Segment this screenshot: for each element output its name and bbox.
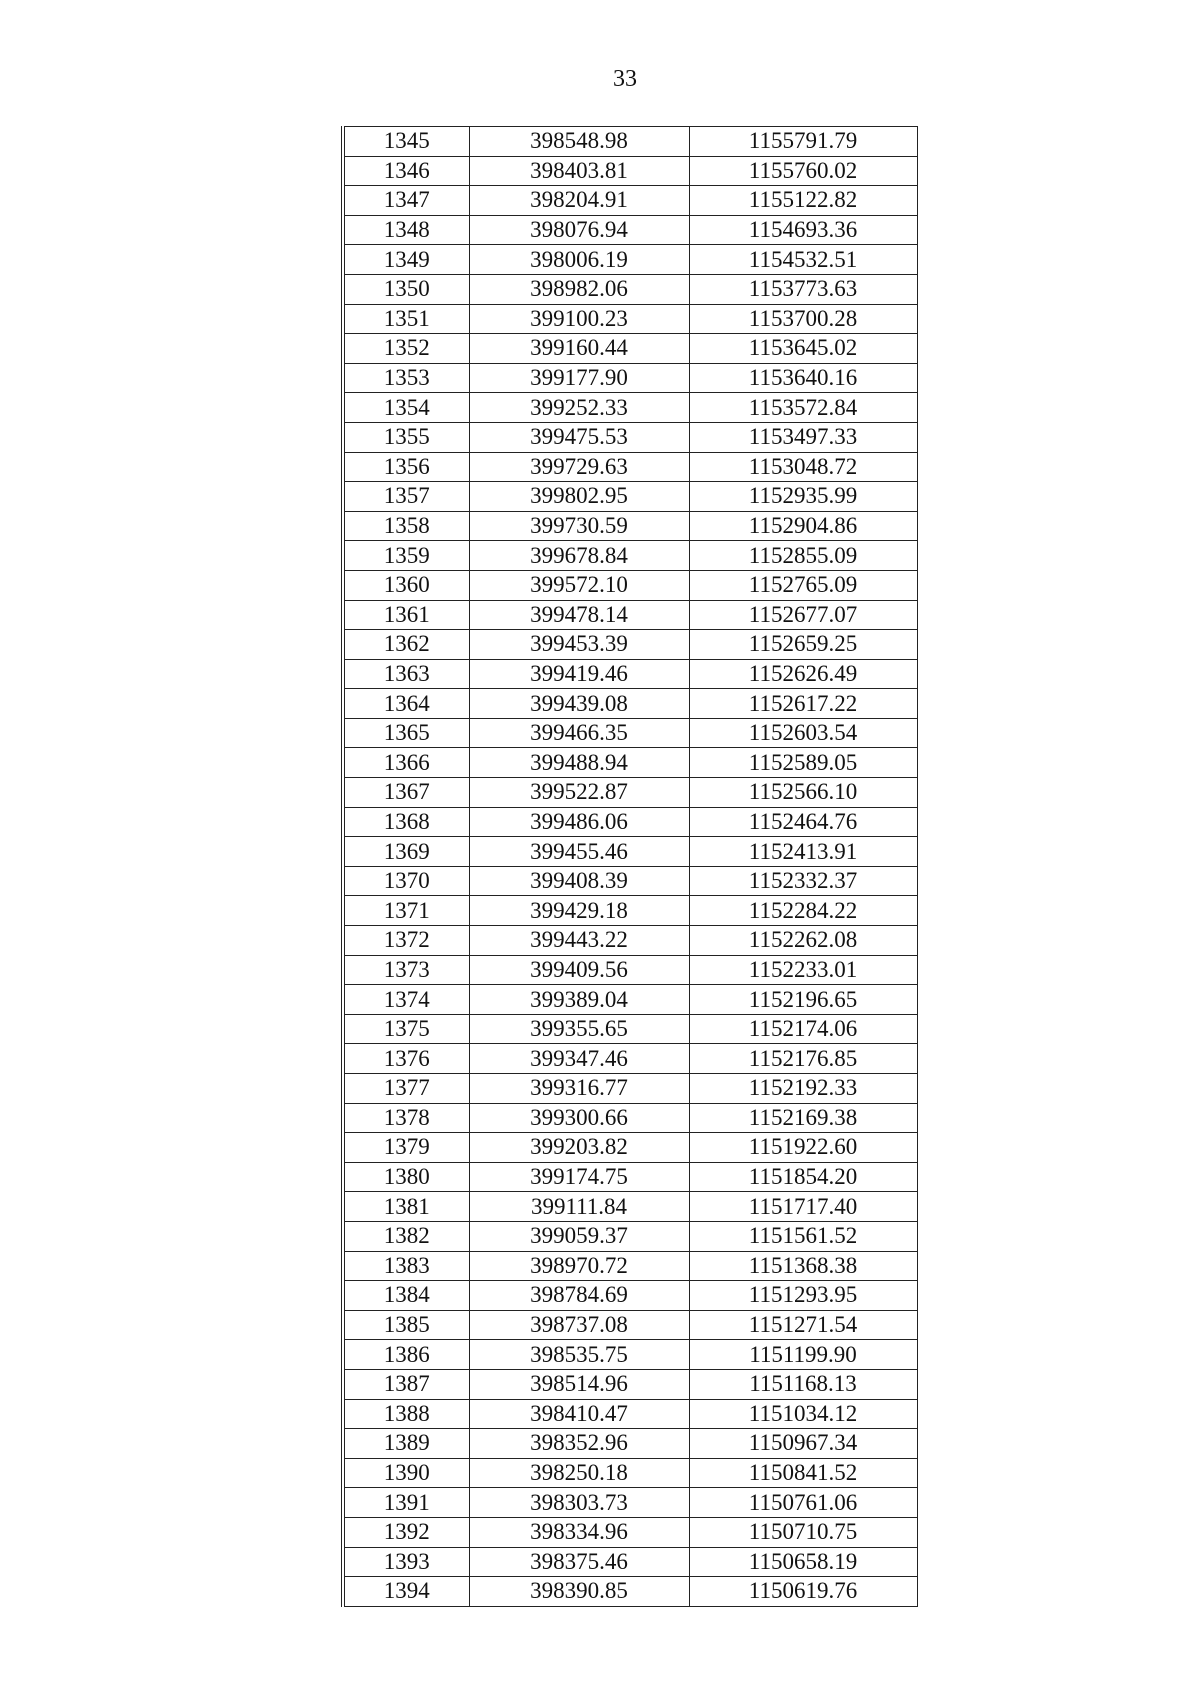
y-coordinate-cell: 1152659.25 — [689, 630, 917, 660]
point-number-cell: 1384 — [343, 1281, 469, 1311]
point-number-cell: 1376 — [343, 1044, 469, 1074]
point-number-cell: 1388 — [343, 1399, 469, 1429]
table-row — [343, 1221, 917, 1251]
x-coordinate-cell: 399729.63 — [469, 452, 689, 482]
x-coordinate-cell: 399572.10 — [469, 570, 689, 600]
y-coordinate-cell: 1155122.82 — [689, 186, 917, 216]
table-row — [343, 807, 917, 837]
x-coordinate-cell: 398514.96 — [469, 1369, 689, 1399]
table-row — [343, 452, 917, 482]
table-row — [343, 896, 917, 926]
x-coordinate-cell: 399355.65 — [469, 1014, 689, 1044]
page-number: 33 — [613, 66, 637, 92]
table-row — [343, 1488, 917, 1518]
x-coordinate-cell: 398303.73 — [469, 1488, 689, 1518]
y-coordinate-cell: 1150658.19 — [689, 1547, 917, 1577]
y-coordinate-cell: 1152677.07 — [689, 600, 917, 630]
table-row — [343, 482, 917, 512]
table-row — [343, 689, 917, 719]
y-coordinate-cell: 1150761.06 — [689, 1488, 917, 1518]
point-number-cell: 1380 — [343, 1162, 469, 1192]
y-coordinate-cell: 1153700.28 — [689, 304, 917, 334]
x-coordinate-cell: 399316.77 — [469, 1074, 689, 1104]
point-number-cell: 1368 — [343, 807, 469, 837]
x-coordinate-cell: 398390.85 — [469, 1577, 689, 1607]
point-number-cell: 1345 — [343, 127, 469, 157]
x-coordinate-cell: 398403.81 — [469, 156, 689, 186]
point-number-cell: 1370 — [343, 866, 469, 896]
table-row — [343, 1133, 917, 1163]
x-coordinate-cell: 399252.33 — [469, 393, 689, 423]
table-row — [343, 541, 917, 571]
point-number-cell: 1378 — [343, 1103, 469, 1133]
y-coordinate-cell: 1152413.91 — [689, 837, 917, 867]
point-number-cell: 1349 — [343, 245, 469, 275]
point-number-cell: 1351 — [343, 304, 469, 334]
table-row — [343, 630, 917, 660]
table-row — [343, 1547, 917, 1577]
table-row — [343, 718, 917, 748]
table-row — [343, 156, 917, 186]
x-coordinate-cell: 399488.94 — [469, 748, 689, 778]
table-row — [343, 422, 917, 452]
table-row — [343, 1429, 917, 1459]
y-coordinate-cell: 1152626.49 — [689, 659, 917, 689]
x-coordinate-cell: 399059.37 — [469, 1221, 689, 1251]
x-coordinate-cell: 399455.46 — [469, 837, 689, 867]
table-row — [343, 1458, 917, 1488]
x-coordinate-cell: 398548.98 — [469, 127, 689, 157]
table-row — [343, 127, 917, 157]
x-coordinate-cell: 399439.08 — [469, 689, 689, 719]
y-coordinate-cell: 1151561.52 — [689, 1221, 917, 1251]
x-coordinate-cell: 398006.19 — [469, 245, 689, 275]
x-coordinate-cell: 399486.06 — [469, 807, 689, 837]
coordinates-table — [341, 126, 918, 1607]
y-coordinate-cell: 1154532.51 — [689, 245, 917, 275]
x-coordinate-cell: 399100.23 — [469, 304, 689, 334]
table-row — [343, 1103, 917, 1133]
x-coordinate-cell: 399429.18 — [469, 896, 689, 926]
x-coordinate-cell: 399177.90 — [469, 363, 689, 393]
x-coordinate-cell: 399522.87 — [469, 778, 689, 808]
point-number-cell: 1387 — [343, 1369, 469, 1399]
y-coordinate-cell: 1152284.22 — [689, 896, 917, 926]
point-number-cell: 1386 — [343, 1340, 469, 1370]
y-coordinate-cell: 1155760.02 — [689, 156, 917, 186]
x-coordinate-cell: 399475.53 — [469, 422, 689, 452]
point-number-cell: 1348 — [343, 215, 469, 245]
y-coordinate-cell: 1151854.20 — [689, 1162, 917, 1192]
point-number-cell: 1374 — [343, 985, 469, 1015]
x-coordinate-cell: 399419.46 — [469, 659, 689, 689]
point-number-cell: 1381 — [343, 1192, 469, 1222]
x-coordinate-cell: 399203.82 — [469, 1133, 689, 1163]
point-number-cell: 1372 — [343, 926, 469, 956]
y-coordinate-cell: 1152904.86 — [689, 511, 917, 541]
point-number-cell: 1377 — [343, 1074, 469, 1104]
y-coordinate-cell: 1151293.95 — [689, 1281, 917, 1311]
point-number-cell: 1350 — [343, 274, 469, 304]
x-coordinate-cell: 398375.46 — [469, 1547, 689, 1577]
x-coordinate-cell: 398334.96 — [469, 1517, 689, 1547]
point-number-cell: 1353 — [343, 363, 469, 393]
table-row — [343, 393, 917, 423]
x-coordinate-cell: 398970.72 — [469, 1251, 689, 1281]
x-coordinate-cell: 398784.69 — [469, 1281, 689, 1311]
point-number-cell: 1352 — [343, 334, 469, 364]
x-coordinate-cell: 399160.44 — [469, 334, 689, 364]
point-number-cell: 1369 — [343, 837, 469, 867]
y-coordinate-cell: 1152262.08 — [689, 926, 917, 956]
y-coordinate-cell: 1151199.90 — [689, 1340, 917, 1370]
x-coordinate-cell: 398737.08 — [469, 1310, 689, 1340]
point-number-cell: 1355 — [343, 422, 469, 452]
x-coordinate-cell: 399443.22 — [469, 926, 689, 956]
table-row — [343, 363, 917, 393]
y-coordinate-cell: 1154693.36 — [689, 215, 917, 245]
table-row — [343, 1310, 917, 1340]
table-row — [343, 304, 917, 334]
table-row — [343, 748, 917, 778]
y-coordinate-cell: 1153773.63 — [689, 274, 917, 304]
y-coordinate-cell: 1152192.33 — [689, 1074, 917, 1104]
y-coordinate-cell: 1152169.38 — [689, 1103, 917, 1133]
point-number-cell: 1356 — [343, 452, 469, 482]
y-coordinate-cell: 1153572.84 — [689, 393, 917, 423]
x-coordinate-cell: 399730.59 — [469, 511, 689, 541]
point-number-cell: 1391 — [343, 1488, 469, 1518]
y-coordinate-cell: 1152332.37 — [689, 866, 917, 896]
y-coordinate-cell: 1151922.60 — [689, 1133, 917, 1163]
point-number-cell: 1389 — [343, 1429, 469, 1459]
point-number-cell: 1390 — [343, 1458, 469, 1488]
table-body — [343, 127, 917, 1607]
x-coordinate-cell: 399111.84 — [469, 1192, 689, 1222]
point-number-cell: 1383 — [343, 1251, 469, 1281]
y-coordinate-cell: 1152855.09 — [689, 541, 917, 571]
point-number-cell: 1360 — [343, 570, 469, 600]
y-coordinate-cell: 1153048.72 — [689, 452, 917, 482]
x-coordinate-cell: 399802.95 — [469, 482, 689, 512]
table-row — [343, 1340, 917, 1370]
y-coordinate-cell: 1151034.12 — [689, 1399, 917, 1429]
table-row — [343, 837, 917, 867]
point-number-cell: 1371 — [343, 896, 469, 926]
y-coordinate-cell: 1152174.06 — [689, 1014, 917, 1044]
x-coordinate-cell: 399389.04 — [469, 985, 689, 1015]
table-row — [343, 334, 917, 364]
point-number-cell: 1373 — [343, 955, 469, 985]
table-row — [343, 955, 917, 985]
x-coordinate-cell: 399453.39 — [469, 630, 689, 660]
y-coordinate-cell: 1152603.54 — [689, 718, 917, 748]
point-number-cell: 1362 — [343, 630, 469, 660]
table-row — [343, 659, 917, 689]
point-number-cell: 1394 — [343, 1577, 469, 1607]
x-coordinate-cell: 398410.47 — [469, 1399, 689, 1429]
table-row — [343, 1074, 917, 1104]
y-coordinate-cell: 1152617.22 — [689, 689, 917, 719]
table-row — [343, 866, 917, 896]
y-coordinate-cell: 1152566.10 — [689, 778, 917, 808]
point-number-cell: 1382 — [343, 1221, 469, 1251]
point-number-cell: 1357 — [343, 482, 469, 512]
y-coordinate-cell: 1150841.52 — [689, 1458, 917, 1488]
x-coordinate-cell: 399408.39 — [469, 866, 689, 896]
point-number-cell: 1346 — [343, 156, 469, 186]
x-coordinate-cell: 399678.84 — [469, 541, 689, 571]
y-coordinate-cell: 1150967.34 — [689, 1429, 917, 1459]
table-row — [343, 778, 917, 808]
y-coordinate-cell: 1152589.05 — [689, 748, 917, 778]
point-number-cell: 1365 — [343, 718, 469, 748]
y-coordinate-cell: 1152176.85 — [689, 1044, 917, 1074]
x-coordinate-cell: 399174.75 — [469, 1162, 689, 1192]
point-number-cell: 1361 — [343, 600, 469, 630]
y-coordinate-cell: 1150710.75 — [689, 1517, 917, 1547]
y-coordinate-cell: 1152196.65 — [689, 985, 917, 1015]
point-number-cell: 1393 — [343, 1547, 469, 1577]
table-row — [343, 215, 917, 245]
y-coordinate-cell: 1153645.02 — [689, 334, 917, 364]
table-row — [343, 570, 917, 600]
y-coordinate-cell: 1152233.01 — [689, 955, 917, 985]
y-coordinate-cell: 1155791.79 — [689, 127, 917, 157]
point-number-cell: 1359 — [343, 541, 469, 571]
point-number-cell: 1379 — [343, 1133, 469, 1163]
point-number-cell: 1363 — [343, 659, 469, 689]
table-row — [343, 1014, 917, 1044]
table-row — [343, 245, 917, 275]
table-row — [343, 1369, 917, 1399]
y-coordinate-cell: 1153497.33 — [689, 422, 917, 452]
point-number-cell: 1354 — [343, 393, 469, 423]
x-coordinate-cell: 398250.18 — [469, 1458, 689, 1488]
x-coordinate-cell: 398204.91 — [469, 186, 689, 216]
point-number-cell: 1375 — [343, 1014, 469, 1044]
x-coordinate-cell: 399300.66 — [469, 1103, 689, 1133]
x-coordinate-cell: 398076.94 — [469, 215, 689, 245]
point-number-cell: 1364 — [343, 689, 469, 719]
table-row — [343, 1517, 917, 1547]
point-number-cell: 1358 — [343, 511, 469, 541]
table-row — [343, 1044, 917, 1074]
table-row — [343, 1251, 917, 1281]
y-coordinate-cell: 1153640.16 — [689, 363, 917, 393]
table-row — [343, 186, 917, 216]
y-coordinate-cell: 1151717.40 — [689, 1192, 917, 1222]
y-coordinate-cell: 1152765.09 — [689, 570, 917, 600]
table-row — [343, 985, 917, 1015]
x-coordinate-cell: 399466.35 — [469, 718, 689, 748]
x-coordinate-cell: 398982.06 — [469, 274, 689, 304]
table-row — [343, 1577, 917, 1607]
table-row — [343, 1399, 917, 1429]
y-coordinate-cell: 1151271.54 — [689, 1310, 917, 1340]
table-row — [343, 1281, 917, 1311]
point-number-cell: 1366 — [343, 748, 469, 778]
point-number-cell: 1392 — [343, 1517, 469, 1547]
table-row — [343, 1192, 917, 1222]
y-coordinate-cell: 1152935.99 — [689, 482, 917, 512]
x-coordinate-cell: 398352.96 — [469, 1429, 689, 1459]
table-row — [343, 511, 917, 541]
y-coordinate-cell: 1151368.38 — [689, 1251, 917, 1281]
y-coordinate-cell: 1151168.13 — [689, 1369, 917, 1399]
point-number-cell: 1385 — [343, 1310, 469, 1340]
table-row — [343, 274, 917, 304]
table-row — [343, 600, 917, 630]
table-row — [343, 1162, 917, 1192]
y-coordinate-cell: 1150619.76 — [689, 1577, 917, 1607]
x-coordinate-cell: 398535.75 — [469, 1340, 689, 1370]
point-number-cell: 1367 — [343, 778, 469, 808]
point-number-cell: 1347 — [343, 186, 469, 216]
y-coordinate-cell: 1152464.76 — [689, 807, 917, 837]
x-coordinate-cell: 399347.46 — [469, 1044, 689, 1074]
x-coordinate-cell: 399478.14 — [469, 600, 689, 630]
table-row — [343, 926, 917, 956]
x-coordinate-cell: 399409.56 — [469, 955, 689, 985]
